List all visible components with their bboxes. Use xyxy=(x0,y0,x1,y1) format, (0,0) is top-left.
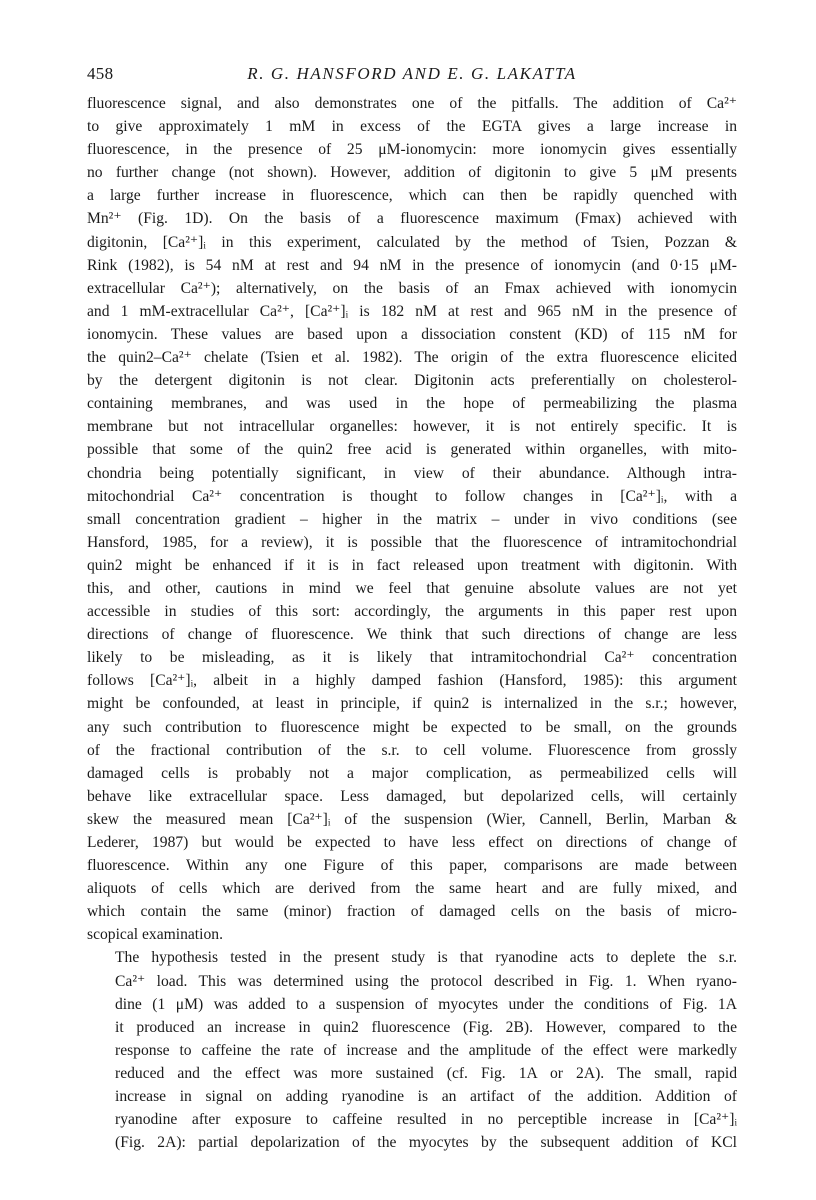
text-line: it produced an increase in quin2 fluorescence (Fig. 2B). However, compared to the xyxy=(115,1018,737,1036)
text-line: damaged cells is probably not a major complication, as permeabilized cells will xyxy=(87,764,737,782)
text-line: fluorescence signal, and also demonstrates one of the pitfalls. The addition of Ca²⁺ xyxy=(87,95,737,112)
text-line: Hansford, 1985, for a review), it is possible that the fluorescence of intramitochondrial xyxy=(87,533,737,551)
text-line: Ca²⁺ load. This was determined using the protocol described in Fig. 1. When ryano- xyxy=(115,972,737,990)
text-line: possible that some of the quin2 free acid is generated within organelles, with mito- xyxy=(87,441,737,459)
text-line: chondria being potentially significant, in view of their abundance. Although intra- xyxy=(87,464,737,482)
text-line: to give approximately 1 mM in excess of the EGTA gives a large increase in xyxy=(87,118,737,136)
text-line: likely to be misleading, as it is likely that intramitochondrial Ca²⁺ concentration xyxy=(87,649,737,667)
text-line: Lederer, 1987) but would be expected to have less effect on directions of change of xyxy=(87,834,737,851)
paragraph-2 xyxy=(87,946,737,1154)
text-line: extracellular Ca²⁺); alternatively, on the basis of an Fmax achieved with ionomycin xyxy=(87,279,737,297)
text-line: Mn²⁺ (Fig. 1D). On the basis of a fluorescence maximum (Fmax) achieved with xyxy=(87,210,737,228)
text-line: fluorescence, in the presence of 25 μM-ionomycin: more ionomycin gives essentially xyxy=(87,141,737,159)
text-line: reduced and the effect was more sustained (cf. Fig. 1A or 2A). The small, rapid xyxy=(115,1064,737,1082)
running-head: R. G. HANSFORD AND E. G. LAKATTA xyxy=(247,64,577,83)
text-line: behave like extracellular space. Less damaged, but depolarized cells, will certainly xyxy=(87,787,737,805)
text-line: dine (1 μM) was added to a suspension of myocytes under the conditions of Fig. 1A xyxy=(115,995,737,1013)
text-line: any such contribution to fluorescence might be expected to be small, on the grounds xyxy=(87,718,737,736)
text-line: small concentration gradient – higher in the matrix – under in vivo conditions (see xyxy=(87,510,737,528)
text-line: follows [Ca²⁺]ᵢ, albeit in a highly damped fashion (Hansford, 1985): this argument xyxy=(87,672,737,690)
text-line: of the fractional contribution of the s.r. to cell volume. Fluorescence from grossly xyxy=(87,741,737,759)
text-line: accessible in studies of this sort: accordingly, the arguments in this paper rest upon xyxy=(87,603,737,621)
text-line: might be confounded, at least in principle, if quin2 is internalized in the s.r.; however, xyxy=(87,695,737,713)
body-text xyxy=(87,92,737,1154)
text-line: Rink (1982), is 54 nM at rest and 94 nM in the presence of ionomycin (and 0·15 μM- xyxy=(87,256,737,274)
text-line: fluorescence. Within any one Figure of this paper, comparisons are made between xyxy=(87,857,737,875)
text-line: mitochondrial Ca²⁺ concentration is thought to follow changes in [Ca²⁺]ᵢ, with a xyxy=(87,487,737,505)
text-line: membrane but not intracellular organelles: however, it is not entirely specific. It is xyxy=(87,418,737,436)
text-line: digitonin, [Ca²⁺]ᵢ in this experiment, calculated by the method of Tsien, Pozzan & xyxy=(87,233,737,251)
page-header xyxy=(87,64,737,90)
text-line: scopical examination. xyxy=(87,926,223,944)
text-line: directions of change of fluorescence. We think that such directions of change are less xyxy=(87,626,737,644)
text-line: which contain the same (minor) fraction of damaged cells on the basis of micro- xyxy=(87,903,737,921)
text-line: the quin2–Ca²⁺ chelate (Tsien et al. 1982). The origin of the extra fluorescence elicited xyxy=(87,349,737,367)
text-line: a large further increase in fluorescence, which can then be rapidly quenched with xyxy=(87,187,737,205)
text-line: ryanodine after exposure to caffeine resulted in no perceptible increase in [Ca²⁺]ᵢ xyxy=(115,1111,737,1129)
text-line: no further change (not shown). However, addition of digitonin to give 5 μM presents xyxy=(87,164,737,182)
text-line: by the detergent digitonin is not clear. Digitonin acts preferentially on cholesterol- xyxy=(87,372,737,390)
text-line: The hypothesis tested in the present study is that ryanodine acts to deplete the s.r. xyxy=(115,949,737,967)
text-line: (Fig. 2A): partial depolarization of the myocytes by the subsequent addition of KCl xyxy=(115,1134,737,1152)
text-line: and 1 mM-extracellular Ca²⁺, [Ca²⁺]ᵢ is 182 nM at rest and 965 nM in the presence of xyxy=(87,302,737,320)
text-line: this, and other, cautions in mind we feel that genuine absolute values are not yet xyxy=(87,579,737,597)
text-line: increase in signal on adding ryanodine is an artifact of the addition. Addition of xyxy=(115,1088,737,1106)
text-line: aliquots of cells which are derived from the same heart and are fully mixed, and xyxy=(87,880,737,898)
text-line: quin2 might be enhanced if it is in fact released upon treatment with digitonin. With xyxy=(87,556,737,574)
paragraph-1 xyxy=(87,92,737,946)
text-line: ionomycin. These values are based upon a dissociation constent (KD) of 115 nM for xyxy=(87,325,737,343)
text-line: skew the measured mean [Ca²⁺]ᵢ of the suspension (Wier, Cannell, Berlin, Marban & xyxy=(87,810,737,828)
text-line: response to caffeine the rate of increase and the amplitude of the effect were markedly xyxy=(115,1041,737,1059)
text-line: containing membranes, and was used in the hope of permeabilizing the plasma xyxy=(87,395,737,413)
page-number: 458 xyxy=(87,64,114,83)
